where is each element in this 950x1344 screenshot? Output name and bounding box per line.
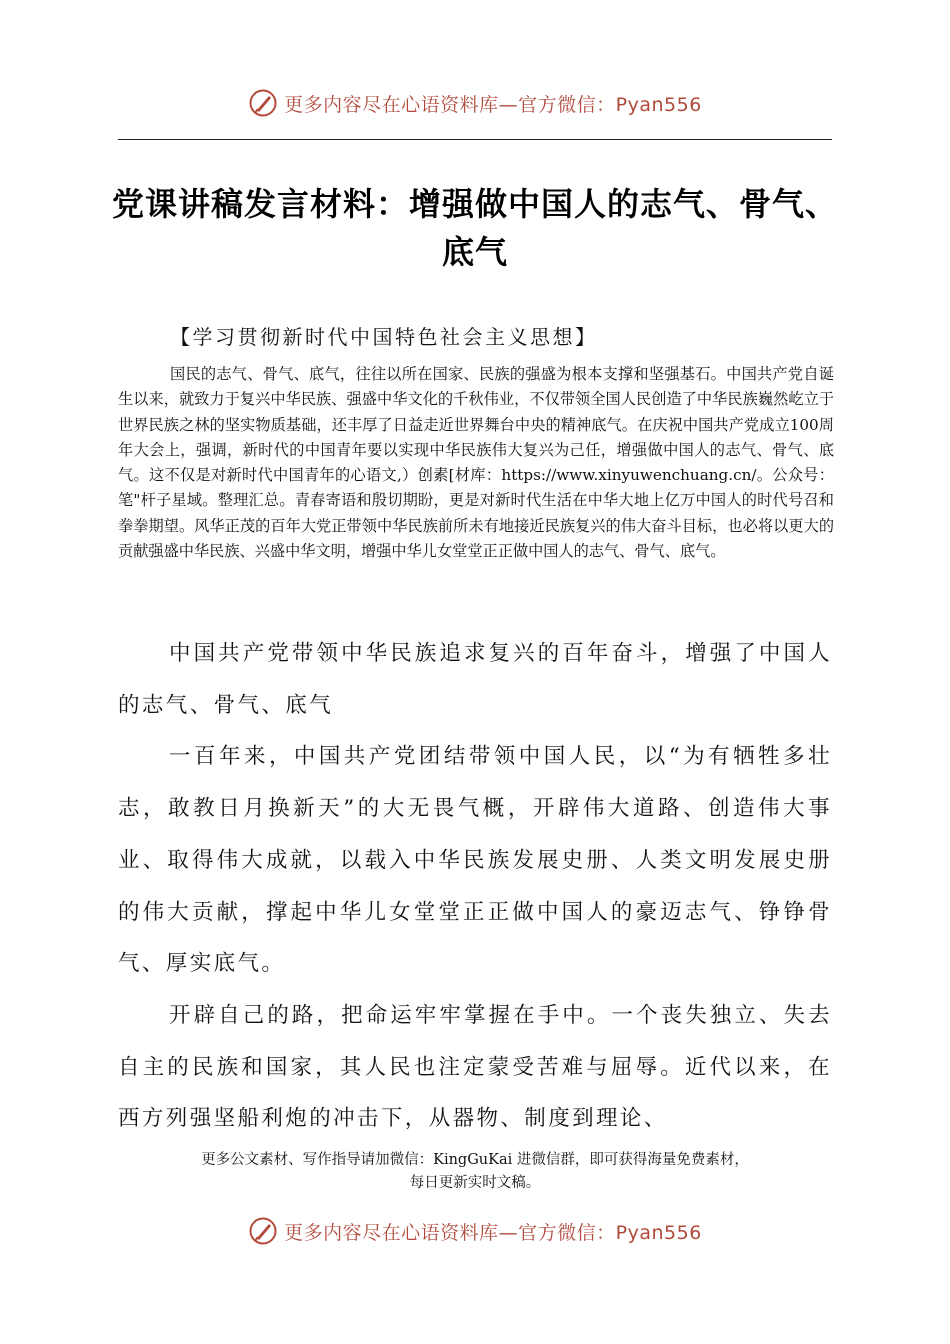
footer-banner bbox=[0, 1211, 950, 1251]
header-banner-text: 更多内容尽在心语资料库—官方微信：Pyan556 bbox=[284, 93, 702, 116]
document-subtitle: 【学习贯彻新时代中国特色社会主义思想】 bbox=[170, 325, 598, 349]
body-paragraph-1: 一百年来，中国共产党团结带领中国人民，以“为有牺牲多壮志，敢教日月换新天”的大无畏气概，开辟伟大道路、创造伟大事业、取得伟大成就，以载入中华民族发展史册、人类文明发展史册的伟大贡献，撑起中华儿女堂堂正正做中国人的豪迈志气、铮铮骨气、厚实底气。 bbox=[118, 744, 832, 977]
footer-note-line-1: 更多公文素材、写作指导请加微信：KingGuKai 进微信群，即可获得海量免费素材， bbox=[201, 1152, 749, 1168]
body-paragraph-2: 开辟自己的路，把命运牢牢掌握在手中。一个丧失独立、失去自主的民族和国家，其人民也注定蒙受苦难与屈辱。近代以来，在西方列强坚船利炮的冲击下，从器物、制度到理论、 bbox=[118, 1002, 832, 1132]
document-body bbox=[118, 628, 832, 1145]
header-banner bbox=[0, 83, 950, 123]
footer-banner-text: 更多内容尽在心语资料库—官方微信：Pyan556 bbox=[284, 1221, 702, 1244]
page-title: 党课讲稿发言材料：增强做中国人的志气、骨气、底气 bbox=[111, 185, 838, 271]
intro-paragraph: 国民的志气、骨气、底气，往往以所在国家、民族的强盛为根本支撑和坚强基石。中国共产党自诞生以来，就致力于复兴中华民族、强盛中华文化的千秋伟业，不仅带领全国人民创造了中华民族巍然屹立于世界民族之林的坚实物质基础，还丰厚了日益走近世界舞台中央的精神底气。在庆祝中国共产党成立100周年大会上，强调，新时代的中国青年要以实现中华民族伟大复兴为己任，增强做中国人的志气、骨气、底气。这不仅是对新时代中国青年的心语文,）创素[材库：https://www.xinyuwenchuang.cn/。公众号：笔"杆子星域。整理汇总。青春寄语和殷切期盼，更是对新时代生活在中华大地上亿万中国人的时代号召和拳拳期望。风华正茂的百年大党正带领中华民族前所未有地接近民族复兴的伟大奋斗目标，也必将以更大的贡献强盛中华民族、兴盛中华文明，增强中华儿女堂堂正正做中国人的志气、骨气、底气。 bbox=[118, 365, 834, 561]
quill-logo-icon bbox=[248, 1216, 278, 1246]
section-heading: 中国共产党带领中华民族追求复兴的百年奋斗，增强了中国人的志气、骨气、底气 bbox=[118, 641, 832, 718]
quill-logo-icon bbox=[248, 88, 278, 118]
footer-note-line-2: 每日更新实时文稿。 bbox=[409, 1175, 541, 1191]
header-divider bbox=[118, 139, 832, 140]
footer-note bbox=[118, 1149, 832, 1195]
